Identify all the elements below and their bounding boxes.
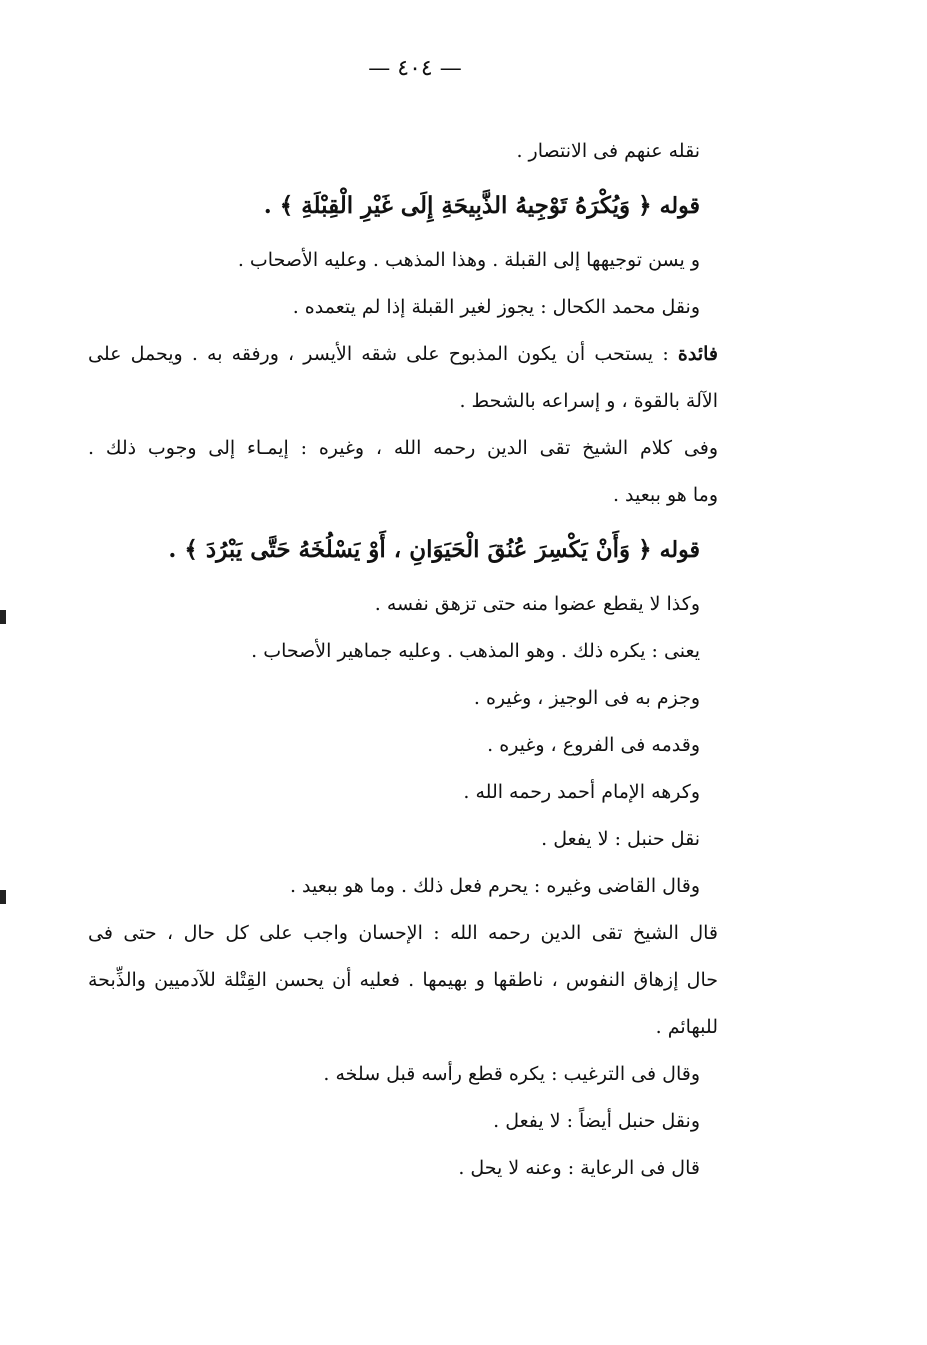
- text-line: وكذا لا يقطع عضوا منه حتى تزهق نفسه .: [374, 593, 700, 615]
- heading-lead: قوله: [659, 537, 700, 563]
- text-line: ونقل حنبل أيضاً : لا يفعل .: [493, 1110, 700, 1132]
- section-heading: [88, 519, 700, 581]
- section-heading: [88, 175, 700, 237]
- text-line: وكرهه الإمام أحمد رحمه الله .: [463, 781, 700, 803]
- page-number: — ٤٠٤ —: [368, 56, 462, 81]
- text-line: نقل حنبل : لا يفعل .: [541, 828, 700, 850]
- note-text: : يستحب أن يكون المذبوح على شقه الأيسر ، ورفقه به . ويحمل على: [88, 343, 678, 365]
- quoted-text: ﴿ وَأَنْ يَكْسِرَ عُنُقَ الْحَيَوَانِ ، أَوْ يَسْلُخَهُ حَتَّى يَبْرُدَ ﴾ .: [168, 536, 660, 563]
- text-line: قال الشيخ تقى الدين رحمه الله : الإحسان واجب على كل حال ، حتى فى: [88, 922, 718, 944]
- scan-edge-mark: [0, 890, 6, 904]
- body-text: [88, 128, 718, 1192]
- scan-edge-mark: [0, 610, 6, 624]
- heading-lead: قوله: [659, 193, 700, 219]
- text-line: [88, 331, 718, 378]
- text-line: وقدمه فى الفروع ، وغيره .: [487, 734, 700, 756]
- text-line: نقله عنهم فى الانتصار .: [516, 140, 700, 162]
- text-line: قال فى الرعاية : وعنه لا يحل .: [458, 1157, 700, 1179]
- text-line: يعنى : يكره ذلك . وهو المذهب . وعليه جماهير الأصحاب .: [251, 640, 700, 662]
- text-line: ونقل محمد الكحال : يجوز لغير القبلة إذا لم يتعمده .: [292, 296, 700, 318]
- quoted-text: ﴿ وَيُكْرَهُ تَوْجِيهُ الذَّبِيحَةِ إِلَى غَيْرِ الْقِبْلَةِ ﴾ .: [263, 192, 660, 219]
- note-lead: فائدة: [677, 343, 718, 365]
- text-line: وفى كلام الشيخ تقى الدين رحمه الله ، وغيره : إيمـاء إلى وجوب ذلك .: [88, 437, 718, 459]
- text-line: للبهائم .: [655, 1016, 718, 1038]
- text-line: حال إزهاق النفوس ، ناطقها و بهيمها . فعليه أن يحسن القِتْلة للآدميين والذِّبحة: [88, 969, 718, 991]
- text-line: وقال فى الترغيب : يكره قطع رأسه قبل سلخه .: [323, 1063, 700, 1085]
- text-line: وما هو ببعيد .: [612, 484, 718, 506]
- text-line: و يسن توجيهها إلى القبلة . وهذا المذهب . وعليه الأصحاب .: [237, 249, 700, 271]
- text-line: الآلة بالقوة ، و إسراعه بالشحط .: [459, 390, 718, 412]
- text-line: وجزم به فى الوجيز ، وغيره .: [473, 687, 700, 709]
- text-line: وقال القاضى وغيره : يحرم فعل ذلك . وما هو ببعيد .: [289, 875, 700, 897]
